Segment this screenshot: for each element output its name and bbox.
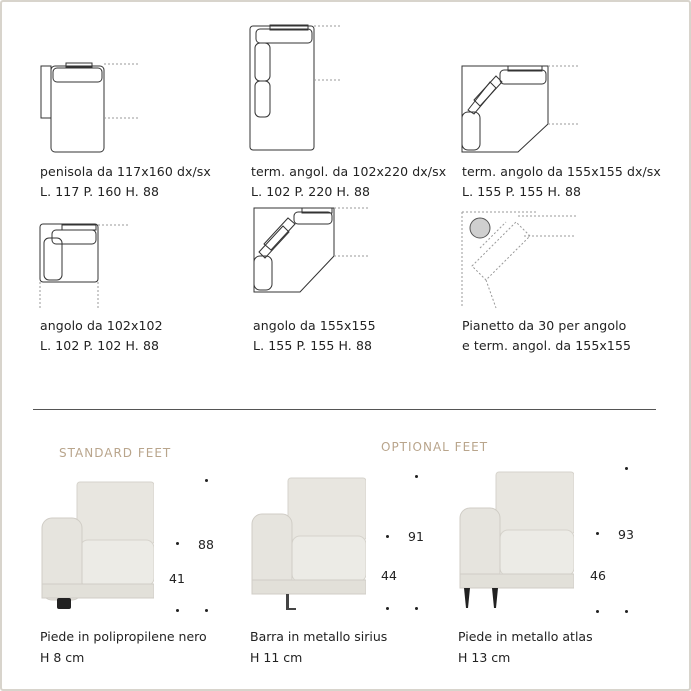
module-dims: L. 102 P. 220 H. 88 bbox=[251, 184, 371, 199]
section-divider bbox=[33, 409, 656, 410]
caption-module-1 bbox=[40, 162, 211, 202]
dim-dot bbox=[625, 467, 628, 470]
module-dims: L. 155 P. 155 H. 88 bbox=[462, 184, 582, 199]
module-name: angolo da 155x155 bbox=[253, 318, 376, 333]
dim-total-height: 88 bbox=[198, 537, 214, 552]
module-name: term. angolo da 155x155 dx/sx bbox=[462, 164, 661, 179]
feet-label: Barra in metallo sirius bbox=[250, 629, 388, 644]
caption-module-6 bbox=[462, 316, 631, 356]
module-name: Pianetto da 30 per angolo bbox=[462, 318, 627, 333]
feet-caption-sirius bbox=[250, 626, 387, 668]
caption-module-5 bbox=[253, 316, 376, 356]
dim-dot bbox=[415, 475, 418, 478]
dim-seat-height: 44 bbox=[381, 568, 397, 583]
module-dims: L. 117 P. 160 H. 88 bbox=[40, 184, 160, 199]
dim-total-height: 93 bbox=[618, 527, 634, 542]
dim-dot bbox=[176, 542, 179, 545]
dim-dot bbox=[176, 609, 179, 612]
dim-seat-height: 41 bbox=[169, 571, 185, 586]
module-dims: e term. angol. da 155x155 bbox=[462, 338, 632, 353]
module-name: term. angol. da 102x220 dx/sx bbox=[251, 164, 447, 179]
dim-dot bbox=[386, 607, 389, 610]
module-dims: L. 155 P. 155 H. 88 bbox=[253, 338, 373, 353]
plan-term-angolo-155x155 bbox=[460, 64, 580, 156]
dim-dot bbox=[625, 610, 628, 613]
plan-angolo-102x102 bbox=[38, 222, 142, 312]
dim-dot bbox=[386, 535, 389, 538]
feet-caption-atlas bbox=[458, 626, 593, 668]
dim-dot bbox=[415, 607, 418, 610]
feet-height: H 11 cm bbox=[250, 650, 303, 665]
dim-dot bbox=[596, 532, 599, 535]
sofa-photo-atlas bbox=[458, 470, 574, 612]
feet-label: Piede in metallo atlas bbox=[458, 629, 593, 644]
dim-dot bbox=[205, 609, 208, 612]
caption-module-3 bbox=[462, 162, 661, 202]
dim-dot bbox=[205, 479, 208, 482]
sofa-photo-sirius bbox=[250, 476, 366, 614]
feet-label: Piede in polipropilene nero bbox=[40, 629, 207, 644]
standard-feet-title: STANDARD FEET bbox=[59, 446, 172, 460]
plan-pianetto bbox=[458, 208, 582, 312]
plan-term-angol-102x220 bbox=[248, 24, 348, 154]
plan-angolo-155x155 bbox=[252, 206, 372, 298]
caption-module-2 bbox=[251, 162, 446, 202]
feet-height: H 13 cm bbox=[458, 650, 511, 665]
plan-penisola bbox=[38, 58, 142, 154]
module-name: penisola da 117x160 dx/sx bbox=[40, 164, 211, 179]
sofa-photo-standard-feet bbox=[40, 480, 154, 612]
feet-height: H 8 cm bbox=[40, 650, 85, 665]
dim-seat-height: 46 bbox=[590, 568, 606, 583]
dim-dot bbox=[596, 610, 599, 613]
feet-caption-standard bbox=[40, 626, 207, 668]
module-dims: L. 102 P. 102 H. 88 bbox=[40, 338, 160, 353]
caption-module-4 bbox=[40, 316, 163, 356]
optional-feet-title: OPTIONAL FEET bbox=[381, 440, 489, 454]
module-name: angolo da 102x102 bbox=[40, 318, 163, 333]
dim-total-height: 91 bbox=[408, 529, 424, 544]
